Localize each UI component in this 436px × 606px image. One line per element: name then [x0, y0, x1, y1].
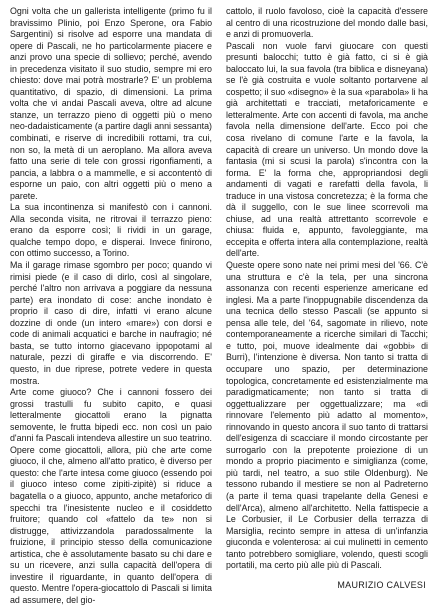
- author-signature: MAURIZIO CALVESI: [337, 580, 426, 590]
- paragraph: Pascali non vuole farvi giuocare con questi presunti balocchi; tutto è già fatto, ci si è già baloccato lui, la sua favola (tra biblica e disneyana) se l'è già costruita e vuole soltanto portarvene al cospetto; il suo «disegno» è la sua «parabola» li ha già architettati e tracciati, metaforicamente e letteralmente. Arte con accenti di favola, ma anche favola nella dimensione dell'arte. Ecco poi che cosa rivelano di comune l'arte e la favola, la capacità di creare un universo. Un mondo dove la fantasia (mi si scusi la parola) s'incontra con la forma. E' la forma che, appropriandosi degli andamenti di vagati e rarefatti della favola, li traduce in una vistosa concretezza; è la forma che dà il suggello, con le sue linee scorrevoli ma chiuse, ad una realtà attrettanto scorrevole e chiusa: fluida e, appunto, favoleggiante, ma eccepita e offerta intera alla contemplazione, realtà dell'arte.: [226, 40, 428, 259]
- paragraph: Ma il garage rimase sgombro per poco; quando vi rimisi piede (e il caso di dirlo, così al singolare, perché l'altro non arrivava a poggiare da nessuna parte) era inondato di cose: anche inondato è proprio il caso di dire, infatti vi erano alcune dozzine di onde (un intero «mare») con dorsi e code di animali acquatici e barche in naufragio; né basta, se tutto intorno giacevano ippopotami al naturale, pezzi di giraffe e via discorrendo. E' questo, in due riprese, potrete vedere in questa mostra.: [10, 260, 212, 386]
- paragraph: La sua incontinenza si manifestò con i cannoni. Alla seconda visita, ne ritrovai il terrazzo pieno: erano da esporre così; li rividi in un garage, qualche tempo dopo, e disperai. Invece finirono, con ottimo successo, a Torino.: [10, 202, 212, 259]
- paragraph: cattolo, il ruolo favoloso, cioè la capacità d'essere al centro di una ricostruzione del mondo dalle basi, e anzi di promuoverla.: [226, 6, 428, 40]
- paragraph: Opere come giocattoli, allora, più che arte come giuoco, il che, almeno all'atto pratico, è diverso per questo: che l'arte intesa come giuoco (essendo poi il giuoco inteso come zipiti-zipitè) si riduce a bagatella o a giuoco, appunto, anche metaforico di specchi tra l'inesistente nucleo e il cosiddetto fruitore; quando col «fattelo da te» non si distrugge, attivizzandola paradossalmente la fruizione, il principio stesso della comunicazione artistica, che è assolutamente basato su chi dare e su un ricevere, anzi sulla capacità dell'opera di investire il riguardante, in quanto dell'opera di questo. Mentre l'opera-giocattolo di Pascali si limita ad assumere, del gio-: [10, 444, 212, 605]
- left-column: [10, 6, 213, 605]
- paragraph: Queste opere sono nate nei primi mesi del '66. C'è una struttura e c'è la tela, per una sincrona assonanza con recenti esperienze americane ed inglesi. Ma a parte l'inoppugnabile discendenza da una tecnica dello stesso Pascali (se appunto si pensa alle tele, del '64, sagomate in rilievo, note contemporaneamente a ricerche similari di Tacchi; e tutto, poi, muove idealmente dai «gobbi» di Burri), l'intenzione è diversa. Non tanto si tratta di occupare uno spazio, per determinazione topologica, concretamente ed esistenzialmente ma paradigmaticamente; non tanto si tratta di oggettualizzare per oggettualizzare; ma «di rinnovare l'elemento più adatto al momento», rinnovando in questo ancora il suo tanto di trattarsi dell'esigenza di scacciare il mondo circostante per surrogarlo con la prepotente proiezione di un mondo a proprio piacimento e simiglianza (come, più tardi, nel teatro, a suo stile Oldenburg). Ne tessono rubando il mestiere se non al Padreterno (a parte il tema quasi trapelante della Genesi e dell'Arca), almeno all'architetto. Nella fattispecie a Le Corbusier, il Le Corbusier della terrazza di Marsiglia, recinto sempre in attesa di un'infanzia giuconda e volenterosa: ai cui mulinetti in cemento tanto potrebbero somigliare, volendo, questi scogli portatili, ma certo più alle più di Pascali.: [226, 260, 428, 571]
- paragraph: Arte come giuoco? Che i cannoni fossero dei grossi trastulli fu subito capito, e quasi letteralmente giocattoli erano la pignatta semovente, le frutta bipedi ecc. non così un paio d'anni fa Pascali intendeva allestire un suo teatrino.: [10, 387, 213, 444]
- paragraph: Ogni volta che un gallerista intelligente (primo fu il bravissimo Plinio, poi Enzo Sperone, ora Fabio Sargentini) si risolve ad esporre una mandata di opere di Pascali, ne ho particolarmente piacere e anzi provo una specie di sollievo; perché, avendo in precedenza visitato il suo studio, sempre mi ero chiesto: dove mai potrà mostrarle? E' un problema quantitativo, di spazio, di dimensioni. La prima volta che vi andai Pascali aveva, oltre ad alcune stanze, un terrazzo pieno di oggetti più o meno neo-dadaisticamente (a partire dagli anni sessanta) combinati, e riserve di incredibili rottami, tra cui, non so, la metà di un aeroplano. Ma allora aveva fatto una serie di tele con grossi rigonfiamenti, a pancia, a labbra o a mammelle, e si accontentò di esporne un paio, con altri oggetti più o meno a parete.: [10, 6, 212, 201]
- right-column: [226, 6, 428, 600]
